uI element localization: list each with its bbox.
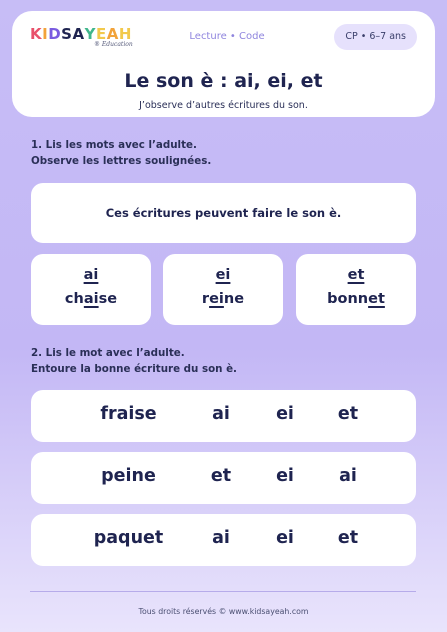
instruction-line: Observe les lettres soulignées. <box>31 155 212 167</box>
example-word: bonnet <box>327 291 385 307</box>
exercise-word: paquet <box>93 528 164 548</box>
instruction-line: 2. Lis le mot avec l’adulte. <box>31 347 185 359</box>
level-badge: CP • 6–7 ans <box>334 24 417 50</box>
grapheme-label: ei <box>215 267 231 283</box>
footer-copyright: Tous droits réservés © www.kidsayeah.com <box>138 607 309 616</box>
spelling-option[interactable]: ei <box>276 404 294 424</box>
spelling-option[interactable]: ei <box>276 466 294 486</box>
spelling-option[interactable]: et <box>337 404 359 424</box>
example-word: chaise <box>64 291 118 307</box>
spelling-option[interactable]: ei <box>276 528 294 548</box>
grapheme-label: et <box>347 267 365 283</box>
section2-instruction <box>31 345 421 377</box>
exercise-row <box>31 390 416 442</box>
header-card <box>12 11 435 117</box>
example-word: reine <box>201 291 245 307</box>
exercise-row <box>31 514 416 566</box>
logo-letter: S <box>61 25 73 43</box>
spelling-option[interactable]: et <box>210 466 232 486</box>
exercise-row <box>31 452 416 504</box>
spelling-option[interactable]: ai <box>212 404 230 424</box>
logo-subtitle: ® Education <box>94 41 133 48</box>
section1-instruction <box>31 137 421 169</box>
spelling-option[interactable]: ai <box>212 528 230 548</box>
instruction-line: 1. Lis les mots avec l’adulte. <box>31 139 197 151</box>
page-title: Le son è : ai, ei, et <box>124 70 323 92</box>
logo-letter: E <box>95 25 107 43</box>
spelling-option[interactable]: et <box>337 528 359 548</box>
info-card <box>31 183 416 243</box>
info-text: Ces écritures peuvent faire le son è. <box>105 206 342 220</box>
logo-letter: A <box>72 25 85 43</box>
logo-letter: Y <box>84 25 96 43</box>
logo-letter: K <box>30 25 43 43</box>
spelling-option[interactable]: ai <box>339 466 357 486</box>
grapheme-label: ai <box>83 267 99 283</box>
example-card-ei <box>163 254 283 325</box>
example-card-et <box>296 254 416 325</box>
footer-divider <box>30 591 416 592</box>
page-subtitle: J’observe d’autres écritures du son. <box>139 100 308 111</box>
exercise-word: peine <box>101 466 156 486</box>
brand-logo <box>30 25 133 48</box>
category-label: Lecture • Code <box>189 31 265 42</box>
logo-letter: D <box>48 25 62 43</box>
logo-letter: A <box>106 25 119 43</box>
logo-letter: H <box>118 25 132 43</box>
example-card-ai <box>31 254 151 325</box>
exercise-word: fraise <box>100 404 157 424</box>
logo-letter: I <box>42 25 49 43</box>
instruction-line: Entoure la bonne écriture du son è. <box>31 363 237 375</box>
